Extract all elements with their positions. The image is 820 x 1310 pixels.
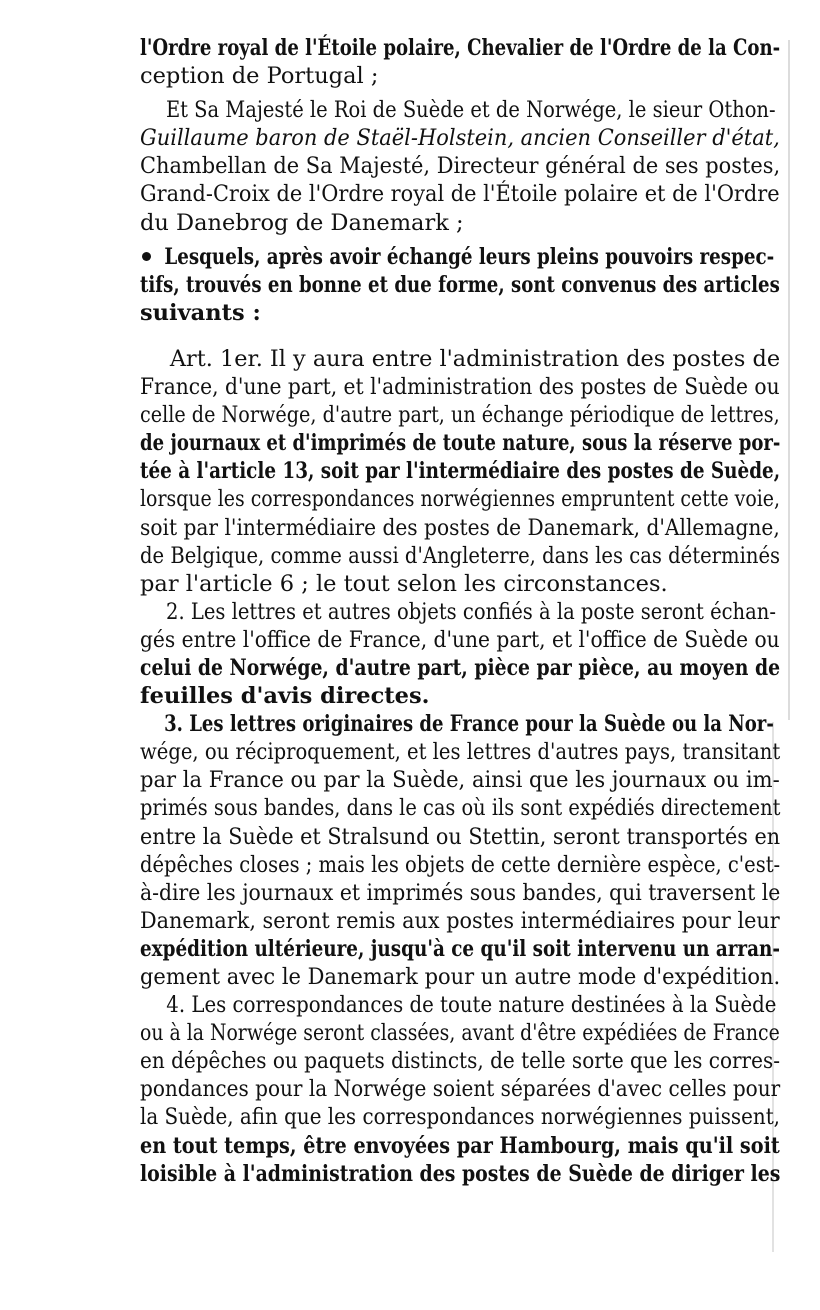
text-line: celle de Norwége, d'autre part, un échange périodique de lettres, xyxy=(140,402,780,429)
text-line: gement avec le Danemark pour un autre mode d'expédition. xyxy=(140,964,781,990)
text-line: en dépêches ou paquets distincts, de telle sorte que les corres- xyxy=(140,1048,780,1075)
article-3-first-line: 3. Les lettres originaires de France pour la Suède ou la Nor- xyxy=(164,711,774,738)
text-line: en tout temps, être envoyées par Hambourg, mais qu'il soit xyxy=(140,1132,780,1159)
text-line: de journaux et d'imprimés de toute nature, sous la réserve por- xyxy=(140,430,781,457)
text-line: de Belgique, comme aussi d'Angleterre, dans les cas déterminés xyxy=(140,542,781,569)
text-line: à-dire les journaux et imprimés sous bandes, qui traversent le xyxy=(140,879,781,906)
text-line: soit par l'intermédiaire des postes de Danemark, d'Allemagne, xyxy=(140,514,780,541)
text-line: dépêches closes ; mais les objets de cette dernière espèce, c'est- xyxy=(140,851,781,878)
text-line: la Suède, afin que les correspondances norwégiennes puissent, xyxy=(140,1104,781,1131)
text-line: du Danebrog de Danemark ; xyxy=(140,209,464,236)
article-1-heading-line: Art. 1er. Il y aura entre l'administration des postes de xyxy=(169,345,781,372)
text-line: entre la Suède et Stralsund ou Stettin, seront transportés en xyxy=(140,823,781,850)
text-line: ou à la Norwége seront classées, avant d'être expédiées de France xyxy=(140,1020,780,1047)
article-4-first-line: 4. Les correspondances de toute nature destinées à la Suède xyxy=(166,992,777,1019)
text-line: France, d'une part, et l'administration des postes de Suède ou xyxy=(140,374,780,401)
text-line: primés sous bandes, dans le cas où ils sont expédiés directement xyxy=(140,795,781,822)
page-edge-rule xyxy=(788,40,790,720)
text-line: Chambellan de Sa Majesté, Directeur général de ses postes, xyxy=(140,153,781,180)
text-line: pondances pour la Norwége soient séparées d'avec celles pour xyxy=(140,1076,781,1103)
text-line: Guillaume baron de Staël-Holstein, ancien Conseiller d'état, xyxy=(140,125,780,152)
text-line: wége, ou réciproquement, et les lettres d'autres pays, transitant xyxy=(140,739,781,766)
text-line: tée à l'article 13, soit par l'intermédiaire des postes de Suède, xyxy=(140,458,781,485)
text-line: Grand-Croix de l'Ordre royal de l'Étoile polaire et de l'Ordre xyxy=(140,181,780,208)
text-line: lorsque les correspondances norwégiennes empruntent cette voie, xyxy=(140,486,781,513)
text-line: Danemark, seront remis aux postes intermédiaires pour leur xyxy=(140,907,780,934)
text-line: ception de Portugal ; xyxy=(140,63,379,90)
paragraph-first-line: Et Sa Majesté le Roi de Suède et de Norwége, le sieur Othon- xyxy=(165,97,776,124)
text-line: tifs, trouvés en bonne et due forme, sont convenus des articles xyxy=(140,271,780,298)
paragraph-first-line: Lesquels, après avoir échangé leurs pleins pouvoirs respec- xyxy=(164,243,775,270)
text-line: feuilles d'avis directes. xyxy=(140,683,430,710)
text-line: expédition ultérieure, jusqu'à ce qu'il soit intervenu un arran- xyxy=(140,935,780,962)
text-line: loisible à l'administration des postes de Suède de diriger les xyxy=(140,1160,781,1187)
text-line: suivants : xyxy=(140,299,261,326)
article-2-first-line: 2. Les lettres et autres objets confiés à la poste seront échan- xyxy=(166,598,776,625)
text-line: par l'article 6 ; le tout selon les circonstances. xyxy=(140,570,668,597)
text-line: gés entre l'office de France, d'une part, et l'office de Suède ou xyxy=(140,626,780,653)
document-body xyxy=(140,34,780,1188)
text-line: l'Ordre royal de l'Étoile polaire, Chevalier de l'Ordre de la Con- xyxy=(140,35,781,61)
text-line: celui de Norwége, d'autre part, pièce par pièce, au moyen de xyxy=(140,654,781,681)
text-line: par la France ou par la Suède, ainsi que les journaux ou im- xyxy=(140,767,780,794)
